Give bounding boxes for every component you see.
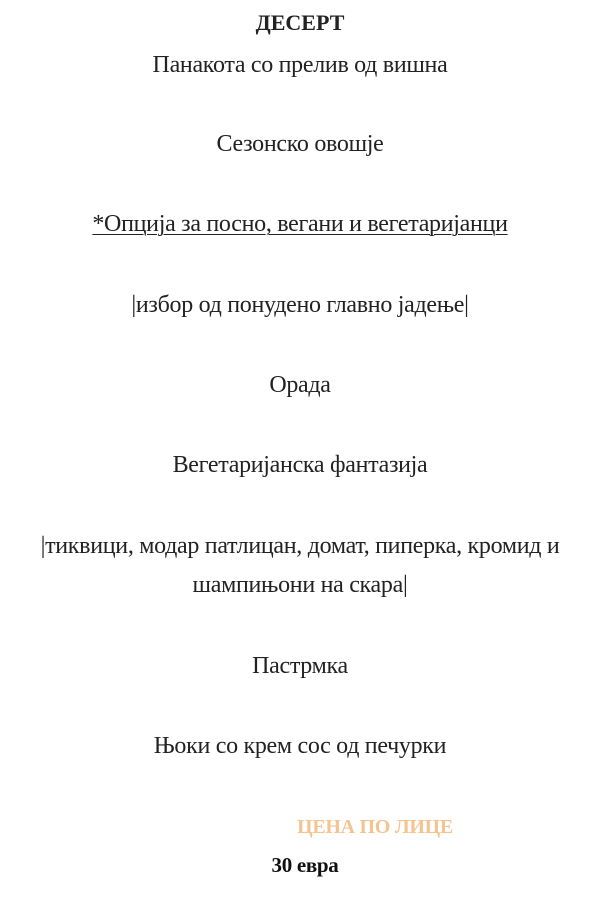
dessert-heading: ДЕСЕРТ [255,10,345,35]
dessert-item-pannacotta: Панакота со прелив од вишна [152,52,448,78]
main-item-vegetarian-desc-line1: |тиквици, модар патлицан, домат, пиперка, кромид и [40,533,560,559]
price-label: ЦЕНА ПО ЛИЦЕ [297,816,453,838]
main-item-orada: Орада [269,372,331,398]
dessert-item-fruit: Сезонско овошје [216,131,384,157]
main-item-gnocchi: Њоки со крем сос од печурки [153,733,447,759]
main-item-vegetarian-fantasy: Вегетаријанска фантазија [172,452,428,478]
fasting-option-title: *Опција за посно, вегани и вегетаријанци [92,211,508,237]
main-course-choice-note: |избор од понудено главно јадење| [131,292,469,318]
main-item-vegetarian-desc-line2: шампињони на скара| [192,572,408,598]
main-item-trout: Пастрмка [252,653,348,679]
price-value: 30 евра [271,853,339,877]
